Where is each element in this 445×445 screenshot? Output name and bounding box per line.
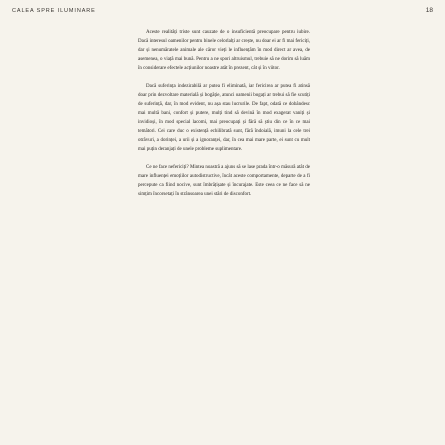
paragraph-2: Dacă suferința indezirabilă ar putea fi eliminată, iar fericirea ar putea fi atinsă doar prin dezvoltare materială și bogăție, atunci oamenii bogați ar trebui să fie scutiți de suferință, dar, în mod evident, nu așa stau lucrurile. De fapt, odată ce dobândesc mai multă bani, confort și putere, mulți tind să devină în mod exagerat vaniți și invidioși, în mod special lacomi, mai preocupați și fără să știu din ce în ce mai temători. Cei care duc o existență echilibrată sunt, fără îndoială, imuni la cele trei otrăvuri, a dorinței, a urii și a ignoranței, dar, în cea mai mare parte, ei sunt cu mult mai puțin deranjați de unele probleme suplimentare.	[138, 83, 310, 153]
paragraph-1: Aceste realități triste sunt cauzate de o insuficientă preocupare pentru iubire. Dacă interesul oamenilor pentru binele celorlalți ar crește, nu doar ei ar fi mai fericiți, dar și nenumăratele animale ale căror vieți le influențăm în mod direct ar avea, de asemenea, o viață mai bună. Pentru a ne spori altruismul, trebuie să ne dorim să luăm în considerare efectele acțiunilor noastre atât în prezent, cât și în viitor.	[138, 30, 310, 72]
paragraph-3: Ce ne face nefericiți? Mintea noastră a ajuns să se lase prada într-o măsură atât de mare influenței emoțiilor autodistructive, încât aceste comportamente, departe de a fi percepute ca fiind nocive, sunt îmbrățișate și încurajate. Este ceea ce ne face să ne simțim încorsetați în strânsoarea unei stări de disconfort.	[138, 164, 310, 197]
page-number: 18	[425, 7, 433, 14]
running-header	[12, 6, 433, 18]
running-title: CALEA SPRE ILUMINARE	[12, 8, 96, 14]
body-text	[138, 28, 310, 440]
